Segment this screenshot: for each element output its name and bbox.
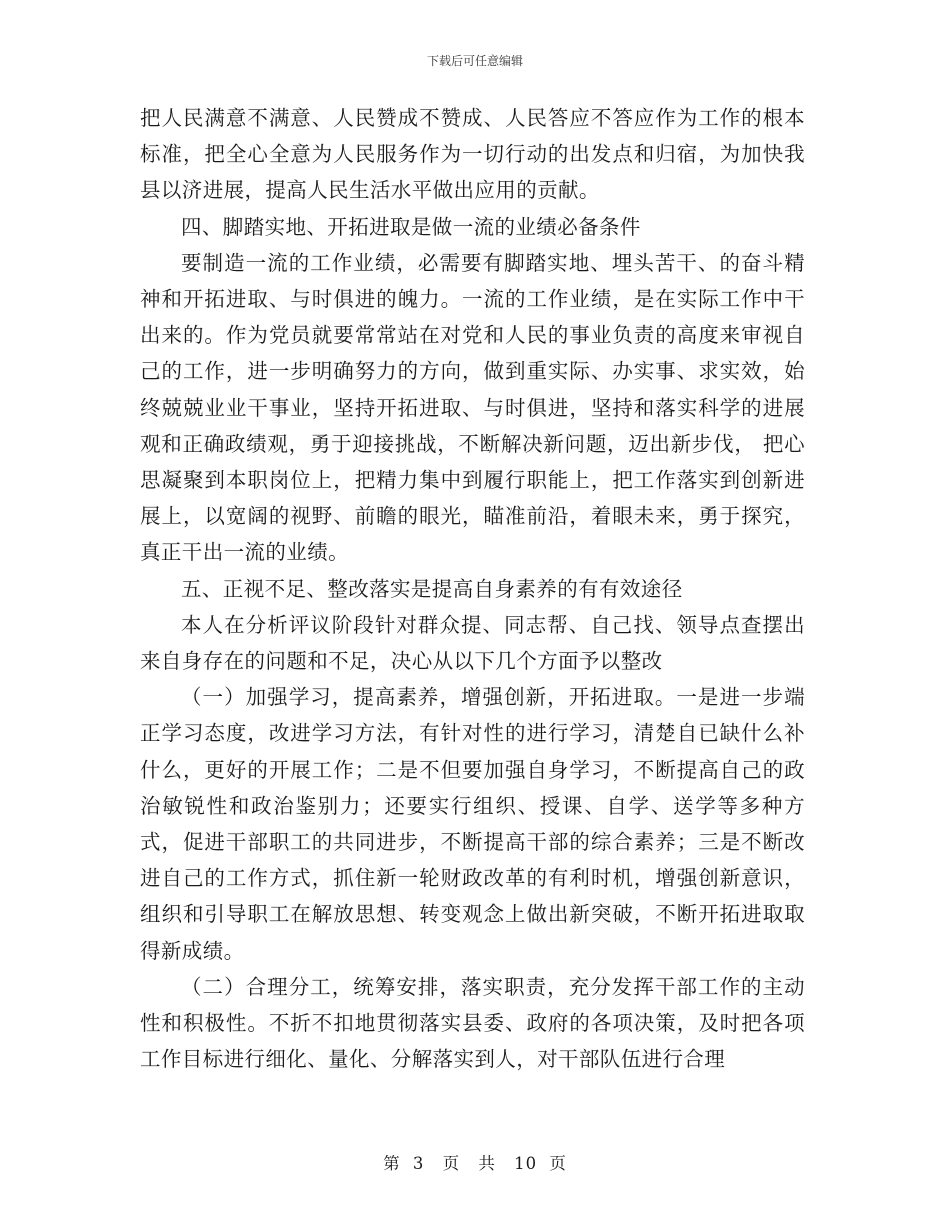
footer-total-word: 共 <box>478 1154 496 1173</box>
paragraph-sub-item-one: （一）加强学习，提高素养，增强创新，开拓进取。一是进一步端正学习态度，改进学习方法，有针对性的进行学习，清楚自已缺什么补什么，更好的开展工作；二是不但要加强自身学习，不断提高自己的政治敏锐性和政治鉴别力；还要实行组织、授课、自学、送学等多种方式，促进干部职工的共同进步，不断提高干部的综合素养；三是不断改进自己的工作方式，抓住新一轮财政改革的有利时机，增强创新意识，组织和引导职工在解放思想、转变观念上做出新突破，不断开拓进取取得新成绩。 <box>140 685 805 963</box>
paragraph-body: 本人在分析评议阶段针对群众提、同志帮、自己找、领导点查摆出来自身存在的问题和不足，决心从以下几个方面予以整改 <box>140 612 805 674</box>
section-heading-four: 四、脚踏实地、开拓进取是做一流的业绩必备条件 <box>181 214 641 239</box>
paragraph-body: 要制造一流的工作业绩，必需要有脚踏实地、埋头苦干、的奋斗精神和开拓进取、与时俱进的魄力。一流的工作业绩，是在实际工作中干出来的。作为党员就要常常站在对党和人民的事业负责的高度来审视自己的工作，进一步明确努力的方向，做到重实际、办实事、求实效，始终兢兢业业干事业，坚持开拓进取、与时俱进，坚持和落实科学的进展观和正确政绩观，勇于迎接挑战，不断解决新问题，迈出新步伐， 把心思凝聚到本职岗位上，把精力集中到履行职能上，把工作落实到创新进展上，以宽阔的视野、前瞻的眼光，瞄准前沿，着眼未来，勇于探究，真正干出一流的业绩。 <box>140 250 805 565</box>
paragraph-sub-item-two: （二）合理分工，统筹安排，落实职责，充分发挥干部工作的主动性和积极性。不折不扣地贯彻落实县委、政府的各项决策，及时把各项工作目标进行细化、量化、分解落实到人，对干部队伍进行合理 <box>140 974 805 1072</box>
footer-current-page: 3 <box>412 1154 425 1173</box>
page-number-footer <box>0 1153 950 1175</box>
document-body <box>140 100 805 1077</box>
footer-prefix: 第 <box>383 1154 401 1173</box>
footer-suffix: 页 <box>549 1154 567 1173</box>
page-header-note: 下载后可任意编辑 <box>426 54 523 68</box>
footer-page-word: 页 <box>442 1154 461 1173</box>
footer-total-pages: 10 <box>514 1154 538 1173</box>
paragraph-continuation: 把人民满意不满意、人民赞成不赞成、人民答应不答应作为工作的根本标准，把全心全意为人民服务作为一切行动的出发点和归宿，为加快我县以济进展，提高人民生活水平做出应用的贡献。 <box>140 106 805 203</box>
section-heading-five: 五、正视不足、整改落实是提高自身素养的有有效途径 <box>181 576 683 601</box>
